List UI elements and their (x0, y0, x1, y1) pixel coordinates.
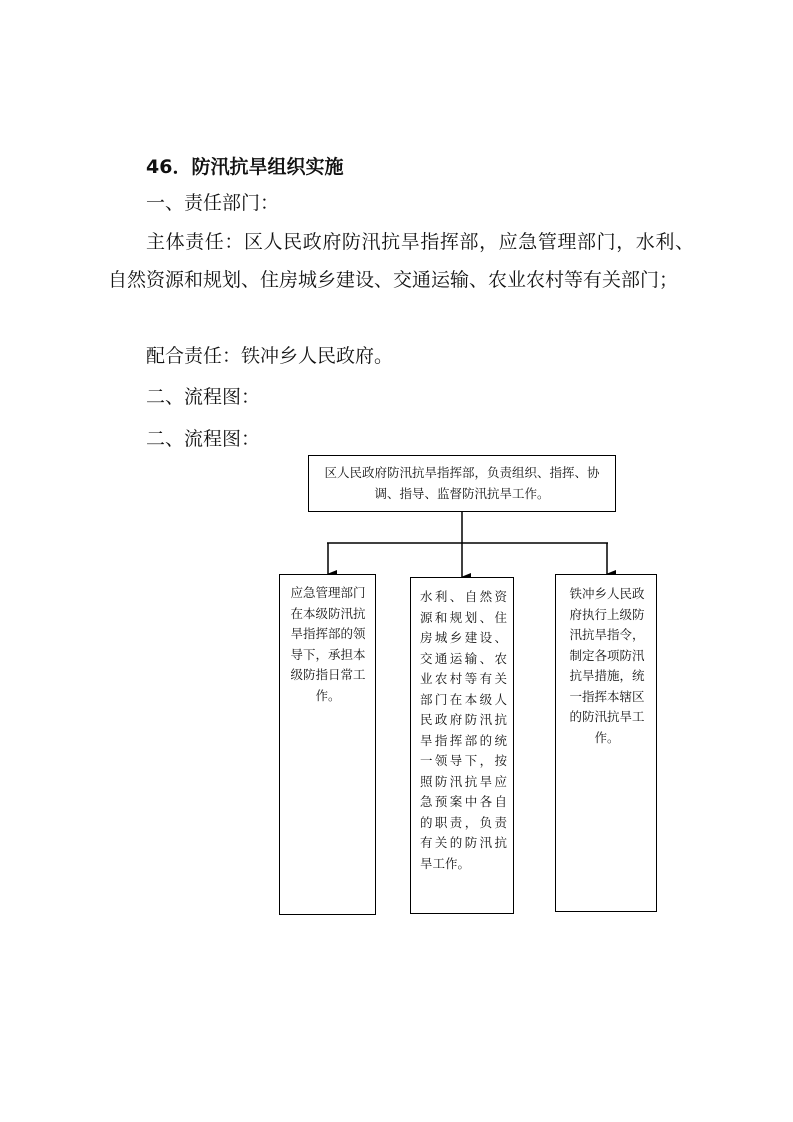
section-responsible-departments-title: 一、责任部门： (146, 192, 280, 214)
flowchart-top-box (308, 455, 616, 512)
flowchart-right-box (555, 574, 657, 912)
right-box-text: 铁冲乡人民政府执行上级防汛抗旱指令，制定各项防汛抗旱措施，统一指挥本辖区的防汛抗旱工作。 (569, 586, 645, 745)
main-responsibility-paragraph: 主体责任：区人民政府防汛抗旱指挥部，应急管理部门，水利、自然资源和规划、住房城乡建设、交通运输、农业农村等有关部门； (108, 231, 694, 291)
cooperating-responsibility-paragraph: 配合责任：铁冲乡人民政府。 (146, 345, 394, 367)
section-flowchart-title: 二、流程图： (146, 386, 261, 408)
middle-box-text: 水利、自然资源和规划、住房城乡建设、交通运输、农业农村等有关部门在本级人民政府防汛抗旱指挥部的统一领导下，按照防汛抗旱应急预案中各自的职责，负责有关的防汛抗旱工作。 (420, 589, 507, 871)
top-box-text: 区人民政府防汛抗旱指挥部，负责组织、指挥、协调、指导、监督防汛抗旱工作。 (324, 465, 600, 501)
section-flowchart-title-repeat: 二、流程图： (146, 428, 261, 450)
left-box-text: 应急管理部门在本级防汛抗旱指挥部的领导下，承担本级防指日常工作。 (290, 585, 366, 703)
flowchart-left-box (279, 574, 376, 915)
document-heading: 46．防汛抗旱组织实施 (146, 156, 344, 178)
flowchart-middle-box (410, 577, 514, 914)
